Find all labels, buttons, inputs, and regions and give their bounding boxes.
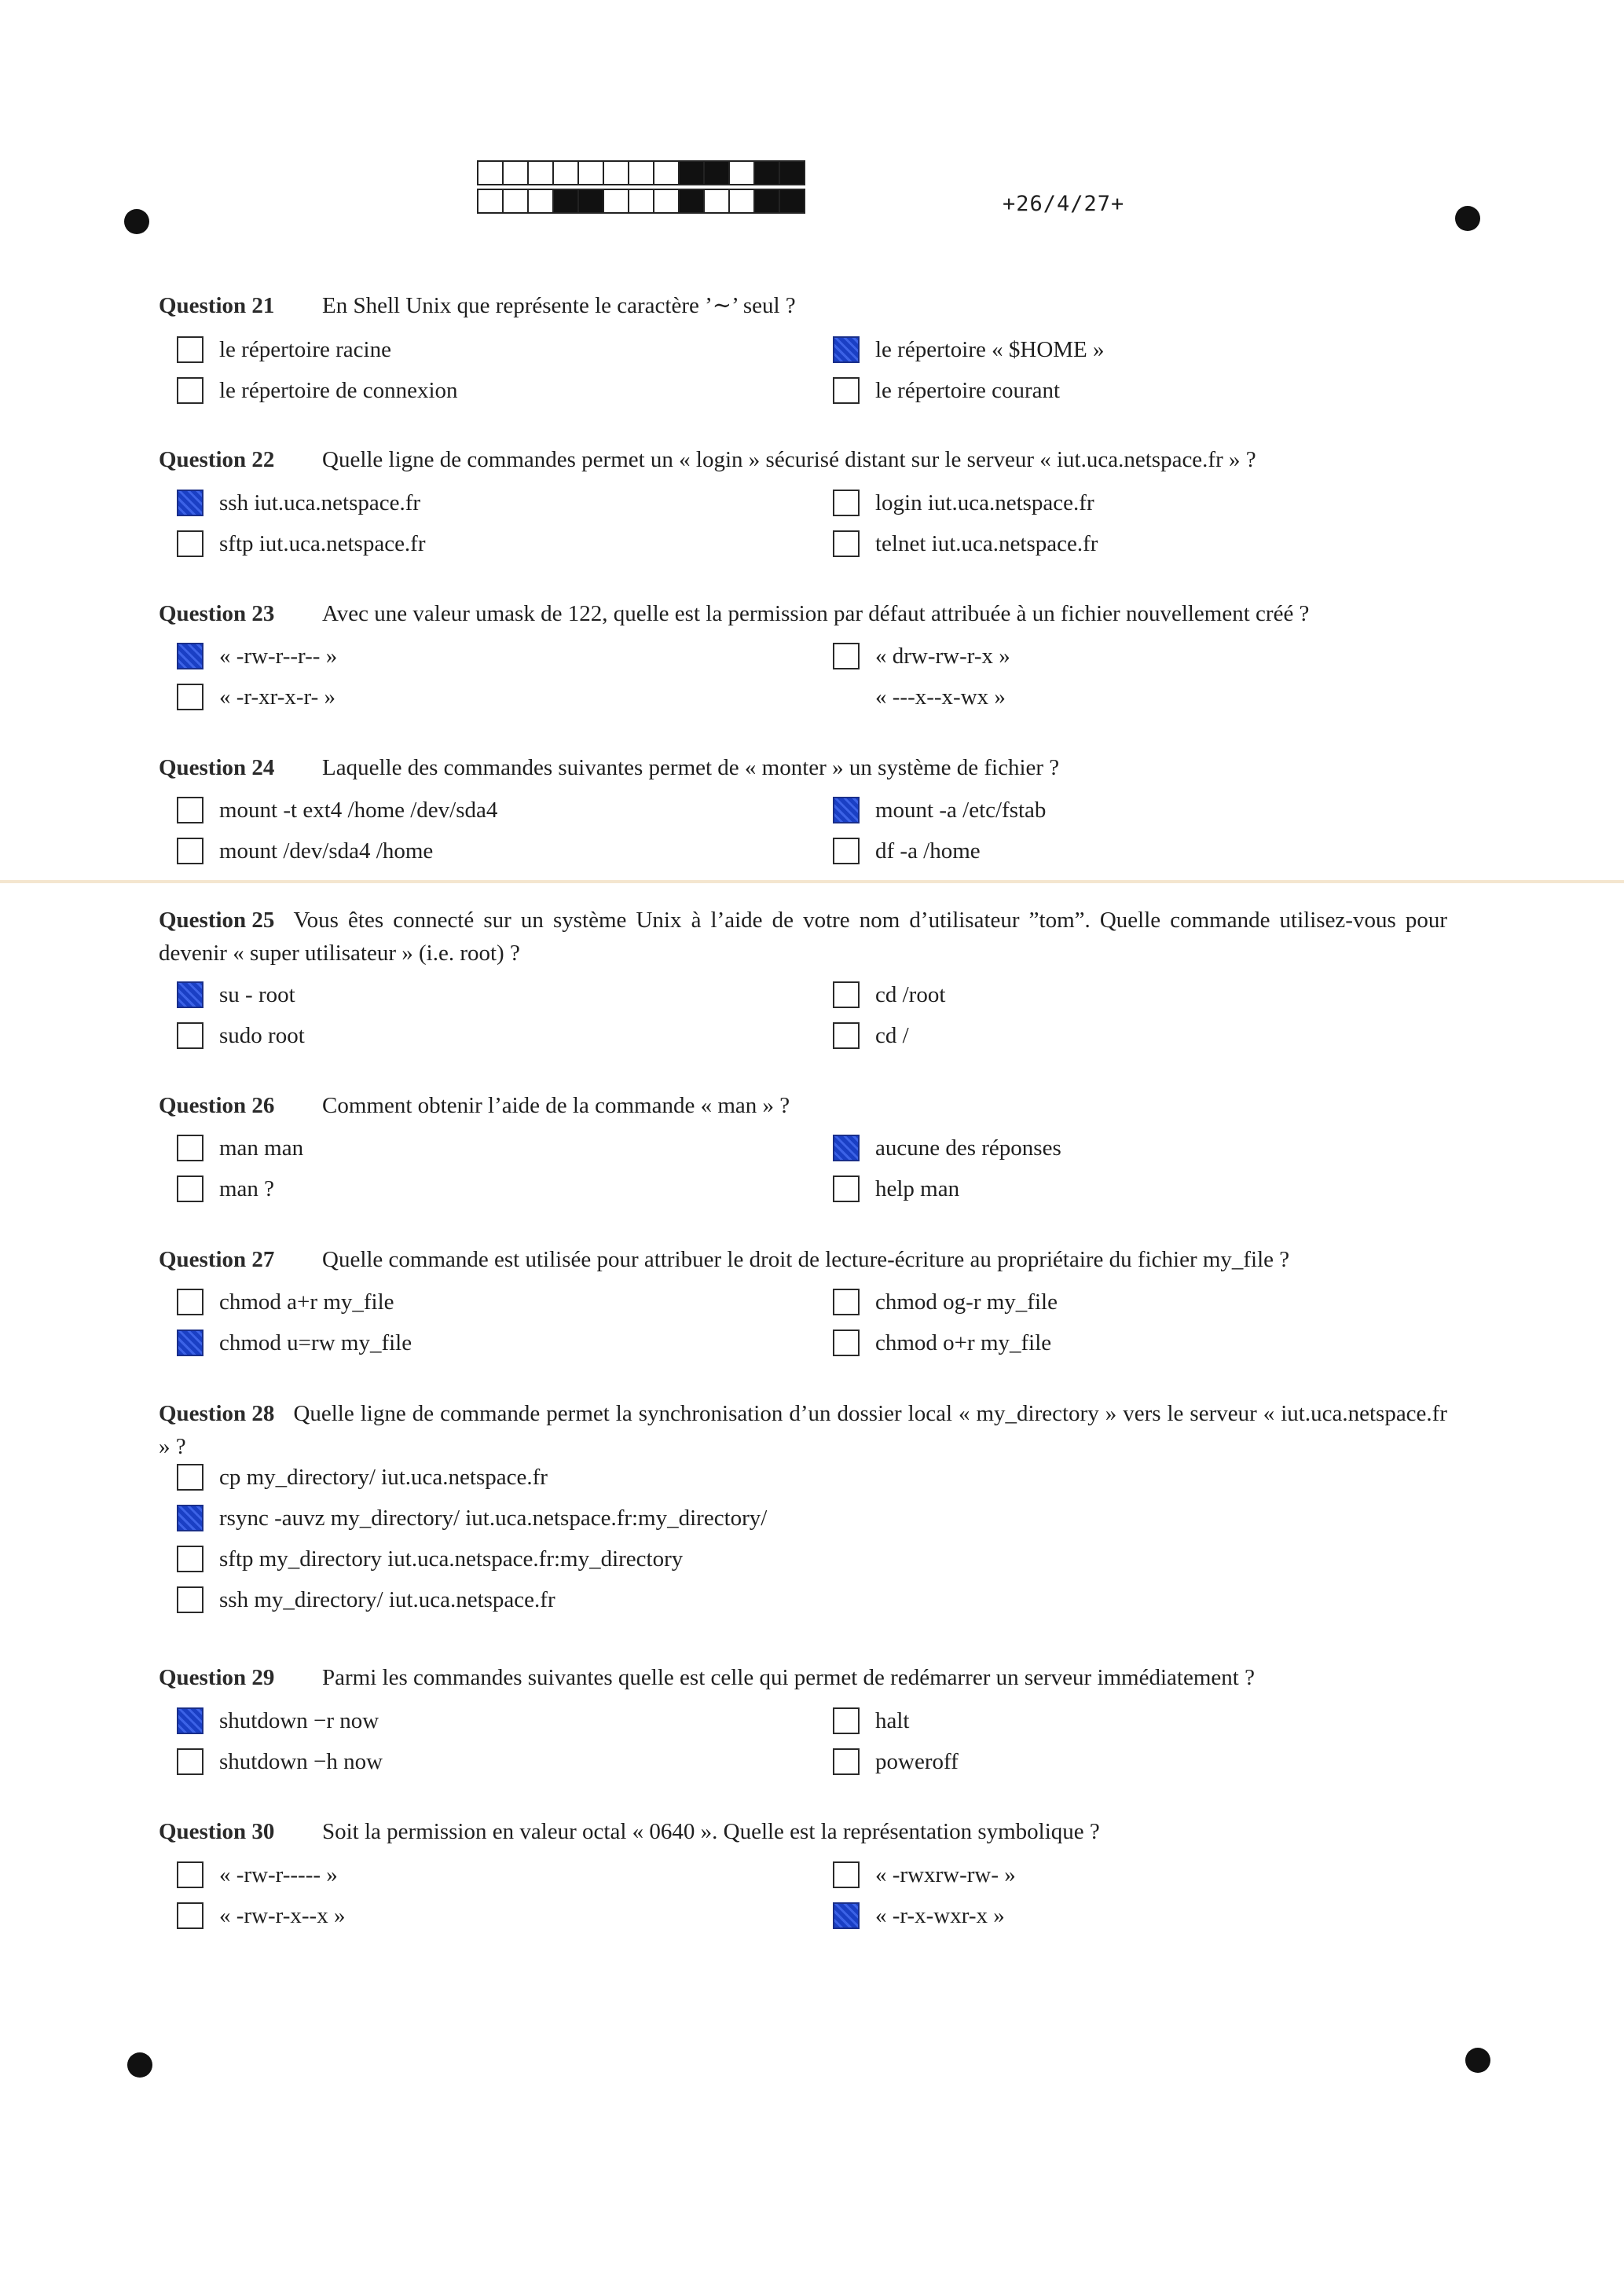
question-number: Question 21 — [159, 293, 275, 318]
checkbox[interactable] — [833, 1022, 860, 1049]
checkbox[interactable] — [177, 684, 203, 710]
answer-option-label: cp my_directory/ iut.uca.netspace.fr — [219, 1464, 548, 1490]
answer-option[interactable] — [177, 332, 391, 367]
answer-option[interactable] — [833, 526, 1098, 561]
student-id-barcode — [477, 160, 804, 217]
question-header — [159, 1243, 1289, 1276]
answer-option-label: poweroff — [875, 1748, 959, 1774]
answer-option[interactable] — [833, 1898, 1005, 1933]
answer-option-label: le répertoire de connexion — [219, 377, 458, 403]
answer-option[interactable] — [177, 526, 426, 561]
answer-option[interactable] — [177, 486, 420, 520]
answer-option-label: df -a /home — [875, 838, 981, 864]
question-header — [159, 1397, 1447, 1463]
checked-checkbox[interactable] — [833, 336, 860, 363]
barcode-cell — [753, 189, 780, 214]
answer-option[interactable] — [177, 1542, 683, 1576]
barcode-cell — [779, 189, 805, 214]
checkbox[interactable] — [177, 1289, 203, 1315]
answer-option[interactable] — [177, 1583, 555, 1617]
answer-option-label: ssh my_directory/ iut.uca.netspace.fr — [219, 1586, 555, 1612]
checkbox[interactable] — [177, 1135, 203, 1161]
answer-option[interactable] — [177, 977, 295, 1012]
question-number: Question 24 — [159, 755, 275, 780]
checked-checkbox[interactable] — [177, 1330, 203, 1356]
registration-mark-top-right — [1455, 206, 1480, 231]
checkbox[interactable] — [177, 530, 203, 557]
answer-option-label: su - root — [219, 981, 295, 1007]
answer-option-label: « ---x--x-wx » — [875, 684, 1006, 710]
answer-option[interactable] — [833, 1131, 1061, 1165]
barcode-cell — [552, 189, 579, 214]
barcode-cell — [753, 160, 780, 185]
answer-option[interactable] — [833, 332, 1105, 367]
answer-option-label: « -rwxrw-rw- » — [875, 1861, 1016, 1887]
checked-checkbox[interactable] — [177, 490, 203, 516]
checked-checkbox[interactable] — [177, 1505, 203, 1531]
answer-option-label: halt — [875, 1707, 910, 1733]
answer-option[interactable] — [177, 1501, 767, 1535]
question-number: Question 25 — [159, 908, 275, 933]
answer-option[interactable] — [833, 1704, 910, 1738]
barcode-cell — [703, 189, 730, 214]
answer-option-label: aucune des réponses — [875, 1135, 1061, 1161]
answer-option-label: sftp iut.uca.netspace.fr — [219, 530, 426, 556]
page-reference: +26/4/27+ — [1003, 192, 1125, 216]
barcode-cell — [603, 189, 629, 214]
answer-option[interactable] — [177, 639, 337, 673]
barcode-cell — [477, 160, 504, 185]
barcode-cell — [502, 189, 529, 214]
answer-option-label: le répertoire courant — [875, 377, 1061, 403]
question-text: Quelle commande est utilisée pour attribuer le droit de lecture-écriture au propriétaire du fichier my_file ? — [322, 1247, 1290, 1272]
barcode-cell — [628, 160, 654, 185]
registration-mark-bottom-left — [127, 2052, 152, 2078]
checkbox[interactable] — [833, 1707, 860, 1734]
registration-mark-top-left — [124, 209, 149, 234]
checkbox[interactable] — [177, 1748, 203, 1775]
answer-option[interactable] — [833, 834, 981, 868]
checkbox[interactable] — [177, 1176, 203, 1202]
checkbox[interactable] — [177, 838, 203, 864]
checkbox[interactable] — [833, 1176, 860, 1202]
answer-option-label: man ? — [219, 1176, 275, 1201]
answer-option[interactable] — [833, 639, 1010, 673]
checked-checkbox[interactable] — [177, 643, 203, 669]
barcode-cell — [678, 189, 705, 214]
answer-option[interactable] — [833, 977, 945, 1012]
answer-option-label: « drw-rw-r-x » — [875, 643, 1010, 669]
answer-option[interactable] — [177, 1018, 305, 1053]
answer-option[interactable] — [833, 1326, 1051, 1360]
checkbox[interactable] — [177, 1586, 203, 1613]
question-text: Soit la permission en valeur octal « 0640 ». Quelle est la représentation symbolique ? — [322, 1819, 1100, 1844]
answer-option[interactable] — [177, 680, 335, 714]
barcode-cell — [728, 160, 755, 185]
question-number: Question 23 — [159, 601, 275, 626]
answer-option-label: chmod u=rw my_file — [219, 1330, 412, 1355]
answer-option-label: le répertoire « $HOME » — [875, 336, 1105, 362]
question-header — [159, 289, 796, 322]
question-header — [159, 1815, 1100, 1848]
answer-option[interactable] — [833, 1858, 1016, 1892]
question-header — [159, 443, 1256, 476]
answer-option-label: « -rw-r-x--x » — [219, 1902, 346, 1928]
answer-option-label: « -r-xr-x-r- » — [219, 684, 336, 710]
answer-option[interactable] — [177, 1858, 338, 1892]
barcode-cell — [527, 160, 554, 185]
answer-option-label: cd /root — [875, 981, 946, 1007]
answer-option-label: chmod o+r my_file — [875, 1330, 1052, 1355]
answer-option-label: sudo root — [219, 1022, 305, 1048]
answer-option[interactable] — [177, 1898, 345, 1933]
paper-crease — [0, 880, 1624, 883]
answer-option[interactable] — [177, 1744, 383, 1779]
answer-option[interactable] — [177, 1285, 394, 1319]
answer-option-label: shutdown −r now — [219, 1707, 379, 1733]
checked-checkbox[interactable] — [177, 981, 203, 1008]
barcode-cell — [628, 189, 654, 214]
answer-option-label: cd / — [875, 1022, 909, 1048]
checkbox[interactable] — [833, 377, 860, 404]
barcode-cell — [502, 160, 529, 185]
answer-option-label: mount /dev/sda4 /home — [219, 838, 434, 864]
answer-option-label: help man — [875, 1176, 960, 1201]
answer-option-label: sftp my_directory iut.uca.netspace.fr:my_directory — [219, 1546, 684, 1572]
registration-mark-bottom-right — [1465, 2048, 1490, 2073]
question-text: Parmi les commandes suivantes quelle est celle qui permet de redémarrer un serveur immédiatement ? — [322, 1665, 1255, 1690]
question-header — [159, 1661, 1255, 1694]
question-header — [159, 751, 1059, 784]
checkbox[interactable] — [833, 490, 860, 516]
question-number: Question 26 — [159, 1093, 275, 1118]
question-header — [159, 904, 1447, 970]
barcode-cell — [653, 160, 680, 185]
checkbox[interactable] — [833, 643, 860, 669]
checkbox[interactable] — [177, 1022, 203, 1049]
barcode-cell — [678, 160, 705, 185]
answer-option-label: mount -a /etc/fstab — [875, 797, 1047, 823]
checkbox[interactable] — [177, 1861, 203, 1888]
question-text: Quelle ligne de commandes permet un « login » sécurisé distant sur le serveur « iut.uca.netspace.fr » ? — [322, 447, 1256, 472]
answer-option-label: « -rw-r----- » — [219, 1861, 338, 1887]
checked-checkbox[interactable] — [833, 797, 860, 823]
checkbox[interactable] — [833, 1289, 860, 1315]
checkbox[interactable] — [177, 1902, 203, 1929]
answer-option-label: telnet iut.uca.netspace.fr — [875, 530, 1098, 556]
question-number: Question 30 — [159, 1819, 275, 1844]
question-text: Laquelle des commandes suivantes permet de « monter » un système de fichier ? — [322, 755, 1060, 780]
answer-option[interactable] — [833, 1018, 909, 1053]
barcode-cell — [779, 160, 805, 185]
answer-option[interactable] — [177, 834, 433, 868]
answer-option-label: chmod a+r my_file — [219, 1289, 394, 1315]
answer-option[interactable] — [833, 1172, 959, 1206]
checkbox[interactable] — [833, 838, 860, 864]
answer-option[interactable] — [177, 373, 458, 408]
checkbox[interactable] — [177, 336, 203, 363]
answer-option[interactable] — [177, 1460, 548, 1495]
question-header — [159, 1089, 790, 1122]
answer-option[interactable] — [177, 1131, 303, 1165]
answer-option-label: man man — [219, 1135, 304, 1161]
checkbox[interactable] — [177, 1546, 203, 1572]
barcode-cell — [603, 160, 629, 185]
answer-option[interactable] — [177, 1326, 412, 1360]
answer-option-label: login iut.uca.netspace.fr — [875, 490, 1094, 515]
answer-option[interactable] — [177, 1704, 379, 1738]
checkbox[interactable] — [177, 797, 203, 823]
answer-option[interactable] — [177, 793, 497, 827]
checked-checkbox[interactable] — [833, 1902, 860, 1929]
checkbox[interactable] — [177, 1464, 203, 1491]
answer-option[interactable] — [833, 1744, 959, 1779]
answer-option[interactable] — [833, 680, 1006, 714]
checkbox[interactable] — [833, 530, 860, 557]
checkbox[interactable] — [177, 377, 203, 404]
barcode-cell — [577, 160, 604, 185]
answer-option-label: « -rw-r--r-- » — [219, 643, 338, 669]
barcode-cell — [552, 160, 579, 185]
question-text: En Shell Unix que représente le caractère ’∼’ seul ? — [322, 293, 796, 318]
answer-option-label: « -r-x-wxr-x » — [875, 1902, 1005, 1928]
answer-option[interactable] — [833, 486, 1094, 520]
checkbox[interactable] — [833, 1748, 860, 1775]
checkbox[interactable] — [833, 1330, 860, 1356]
barcode-row — [477, 160, 804, 185]
barcode-row — [477, 189, 804, 214]
checkbox[interactable] — [833, 684, 860, 710]
question-text: Comment obtenir l’aide de la commande « man » ? — [322, 1093, 790, 1118]
barcode-cell — [703, 160, 730, 185]
answer-option-label: ssh iut.uca.netspace.fr — [219, 490, 421, 515]
barcode-cell — [728, 189, 755, 214]
answer-option-label: chmod og-r my_file — [875, 1289, 1058, 1315]
answer-option-label: mount -t ext4 /home /dev/sda4 — [219, 797, 498, 823]
answer-option[interactable] — [177, 1172, 274, 1206]
barcode-cell — [577, 189, 604, 214]
answer-option[interactable] — [833, 793, 1046, 827]
answer-option-label: rsync -auvz my_directory/ iut.uca.netspace.fr:my_directory/ — [219, 1505, 768, 1531]
checkbox[interactable] — [833, 981, 860, 1008]
question-number: Question 29 — [159, 1665, 275, 1690]
question-number: Question 28 — [159, 1401, 275, 1426]
checked-checkbox[interactable] — [177, 1707, 203, 1734]
barcode-cell — [527, 189, 554, 214]
question-text: Vous êtes connecté sur un système Unix à l’aide de votre nom d’utilisateur ”tom”. Quelle commande utilisez-vous pour devenir « super utilisateur » (i.e. root) ? — [159, 908, 1447, 966]
checked-checkbox[interactable] — [833, 1135, 860, 1161]
checkbox[interactable] — [833, 1861, 860, 1888]
question-text: Avec une valeur umask de 122, quelle est la permission par défaut attribuée à un fichier nouvellement créé ? — [322, 601, 1310, 626]
question-header — [159, 597, 1309, 630]
answer-option[interactable] — [833, 373, 1060, 408]
answer-option[interactable] — [833, 1285, 1058, 1319]
question-text: Quelle ligne de commande permet la synchronisation d’un dossier local « my_directory » vers le serveur « iut.uca.netspace.fr » ? — [159, 1401, 1447, 1459]
question-number: Question 22 — [159, 447, 275, 472]
answer-option-label: shutdown −h now — [219, 1748, 383, 1774]
answer-option-label: le répertoire racine — [219, 336, 391, 362]
question-number: Question 27 — [159, 1247, 275, 1272]
barcode-cell — [477, 189, 504, 214]
barcode-cell — [653, 189, 680, 214]
